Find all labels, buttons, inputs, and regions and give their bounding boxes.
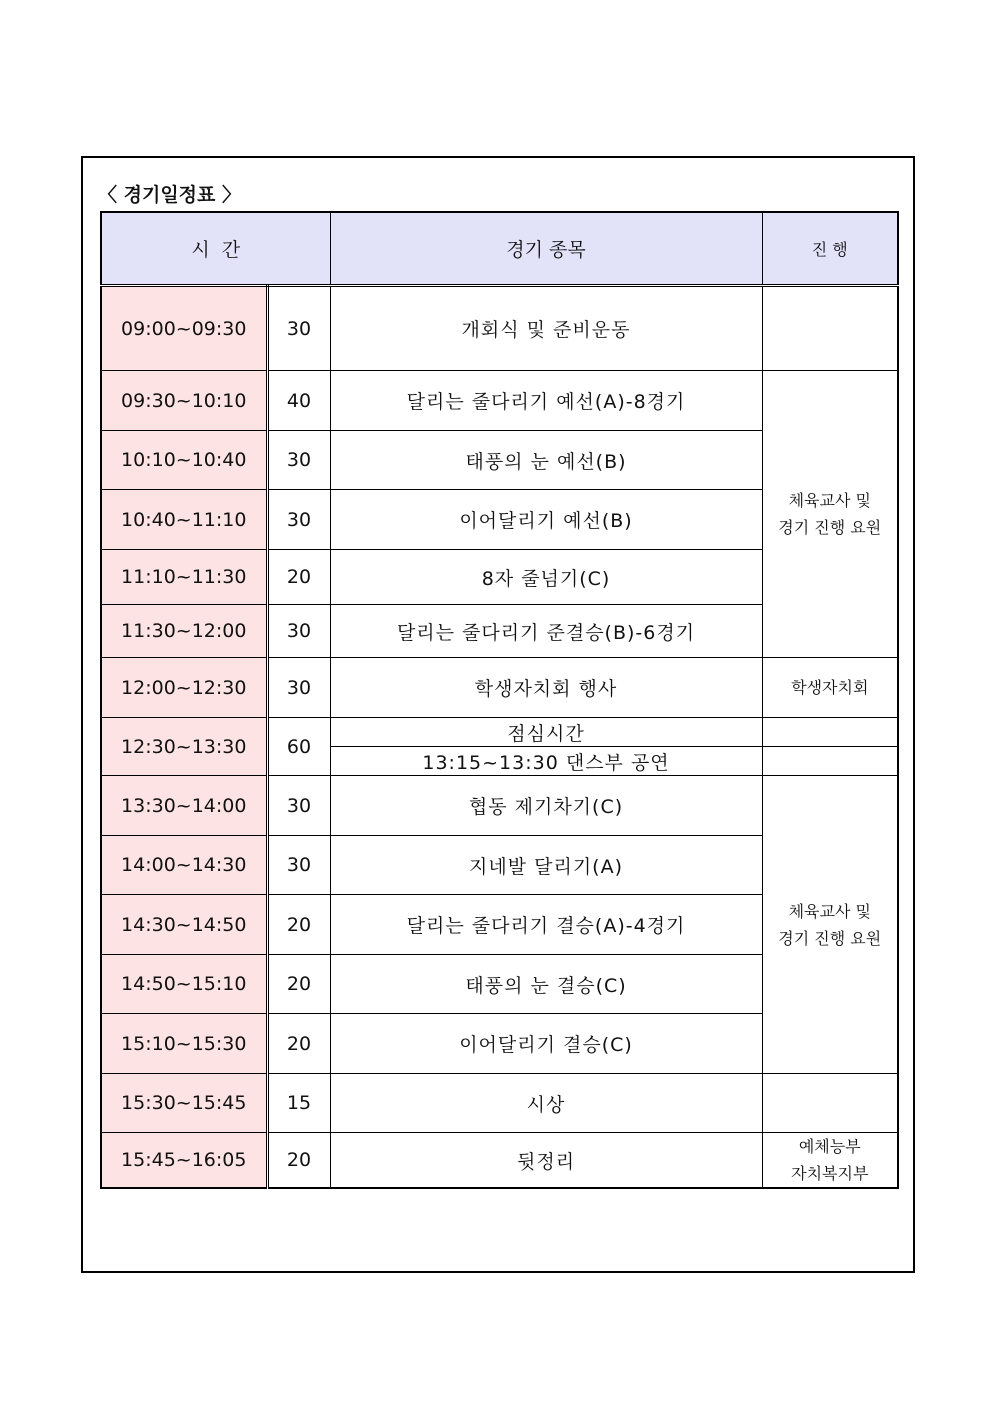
time-cell: 14:30~14:50 [101, 895, 267, 955]
event-cell: 학생자치회 행사 [330, 658, 762, 718]
table-row [101, 286, 898, 371]
staff-cell-afternoon: 체육교사 및 경기 진행 요원 [762, 776, 898, 1074]
duration-cell: 30 [267, 286, 330, 371]
time-cell: 15:30~15:45 [101, 1074, 267, 1133]
duration-cell: 30 [267, 605, 330, 658]
event-cell: 협동 제기차기(C) [330, 776, 762, 836]
time-cell: 12:30~13:30 [101, 718, 267, 776]
duration-cell: 30 [267, 658, 330, 718]
table-row [101, 1133, 898, 1189]
time-cell: 13:30~14:00 [101, 776, 267, 836]
time-cell: 10:40~11:10 [101, 490, 267, 550]
staff-cell [762, 718, 898, 747]
time-cell: 15:10~15:30 [101, 1014, 267, 1074]
time-cell: 15:45~16:05 [101, 1133, 267, 1189]
staff-line: 예체능부 [798, 1137, 861, 1156]
time-cell: 14:50~15:10 [101, 955, 267, 1014]
page-title: 〈 경기일정표 〉 [98, 184, 241, 206]
event-cell: 달리는 줄다리기 결승(A)-4경기 [330, 895, 762, 955]
duration-cell: 20 [267, 1014, 330, 1074]
duration-cell: 60 [267, 718, 330, 776]
event-cell: 점심시간 [330, 718, 762, 747]
time-cell: 14:00~14:30 [101, 836, 267, 895]
event-cell: 개회식 및 준비운동 [330, 286, 762, 371]
staff-cell-last [762, 1133, 898, 1189]
header-row [101, 212, 898, 286]
table-row [101, 1074, 898, 1133]
event-cell: 이어달리기 예선(B) [330, 490, 762, 550]
time-cell: 09:00~09:30 [101, 286, 267, 371]
duration-cell: 40 [267, 371, 330, 431]
duration-cell: 20 [267, 1133, 330, 1189]
event-cell: 태풍의 눈 결승(C) [330, 955, 762, 1014]
time-cell: 09:30~10:10 [101, 371, 267, 431]
schedule-table [100, 211, 899, 1189]
table-row [101, 371, 898, 431]
duration-cell: 30 [267, 490, 330, 550]
duration-cell: 20 [267, 955, 330, 1014]
staff-cell [762, 747, 898, 776]
table-row [101, 776, 898, 836]
duration-cell: 20 [267, 550, 330, 605]
event-cell: 8자 줄넘기(C) [330, 550, 762, 605]
event-cell: 달리는 줄다리기 준결승(B)-6경기 [330, 605, 762, 658]
time-cell: 10:10~10:40 [101, 431, 267, 490]
event-cell: 달리는 줄다리기 예선(A)-8경기 [330, 371, 762, 431]
staff-cell [762, 286, 898, 371]
table-row [101, 658, 898, 718]
time-cell: 11:30~12:00 [101, 605, 267, 658]
header-event: 경기 종목 [330, 212, 762, 286]
event-cell: 뒷정리 [330, 1133, 762, 1189]
event-cell-sub: 13:15~13:30 댄스부 공연 [330, 747, 762, 776]
event-cell: 태풍의 눈 예선(B) [330, 431, 762, 490]
header-time: 시 간 [101, 212, 330, 286]
table-row [101, 718, 898, 747]
duration-cell: 30 [267, 431, 330, 490]
header-staff: 진 행 [762, 212, 898, 286]
duration-cell: 30 [267, 776, 330, 836]
staff-line: 자치복지부 [791, 1164, 869, 1183]
time-cell: 11:10~11:30 [101, 550, 267, 605]
event-cell: 지네발 달리기(A) [330, 836, 762, 895]
staff-cell: 학생자치회 [762, 658, 898, 718]
duration-cell: 15 [267, 1074, 330, 1133]
event-cell: 시상 [330, 1074, 762, 1133]
event-cell: 이어달리기 결승(C) [330, 1014, 762, 1074]
duration-cell: 20 [267, 895, 330, 955]
staff-cell [762, 1074, 898, 1133]
duration-cell: 30 [267, 836, 330, 895]
staff-cell-morning: 체육교사 및 경기 진행 요원 [762, 371, 898, 658]
time-cell: 12:00~12:30 [101, 658, 267, 718]
